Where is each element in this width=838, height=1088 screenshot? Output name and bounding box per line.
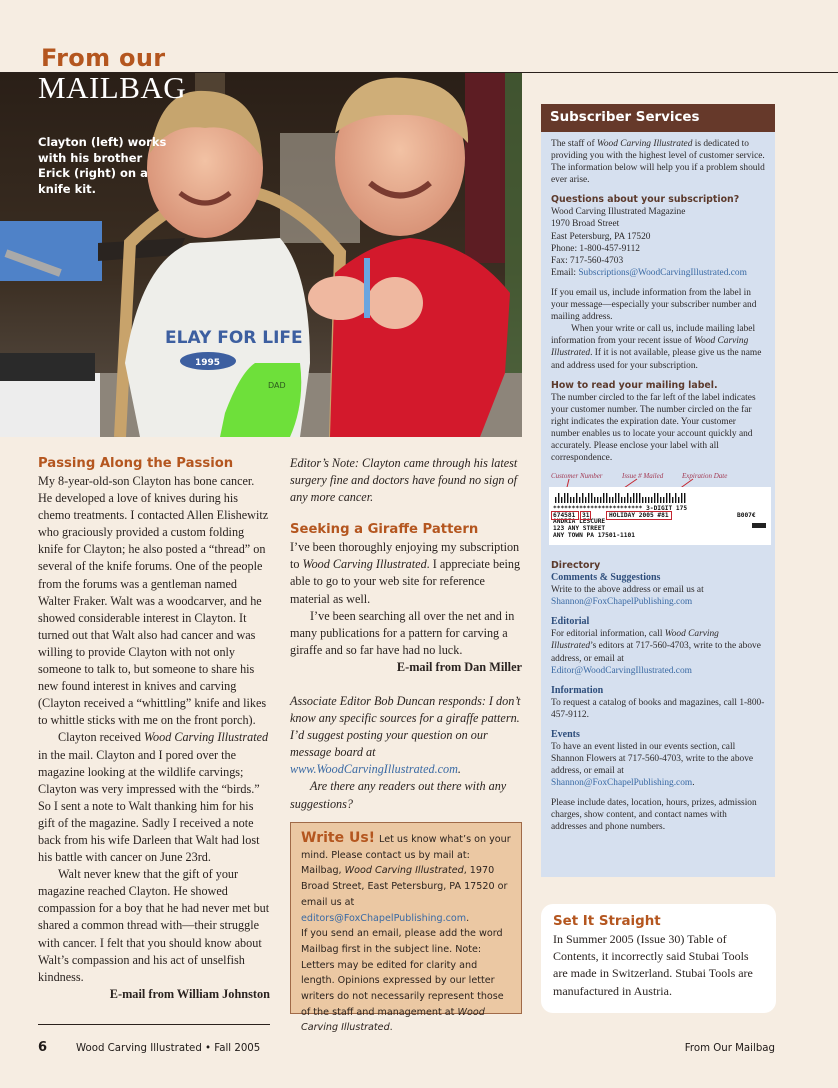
shirt-year: 1995 [195, 358, 221, 368]
highlight-expiration [606, 511, 672, 520]
signature: E-mail from Dan Miller [396, 659, 522, 674]
text-run: Clayton received [58, 730, 144, 745]
text-run: . I appreciate being able to go to your web site for reference material as well. [290, 557, 521, 606]
address-line: Wood Carving Illustrated Magazine [551, 207, 686, 218]
label-heading: How to read your mailing label. [551, 379, 718, 391]
text-run: . If it is not available, please give us the name and address used for your subscription. [551, 348, 762, 371]
directory-item-text: To request a catalog of books and magazines, call 1-800-457-9112. [551, 697, 765, 720]
fax-line: Fax: 717-560-4703 [551, 255, 624, 266]
barcode [555, 491, 715, 503]
mailing-label-illustration [547, 470, 769, 550]
label-code: B007€ [737, 512, 756, 520]
subscriber-services-heading: Subscriber Services [541, 104, 775, 132]
set-it-straight-text: In Summer 2005 (Issue 30) Table of Contents, it incorrectly said Stubai Tools are made in Switzerland. Stubai Tools are manufactured in Austria. [553, 932, 753, 998]
magazine-title: Wood Carving Illustrated [344, 865, 464, 877]
label-explanation: The number circled to the far left of the label indicates your customer number. The number circled on the far right indicates the expiration date. Your customer number enables us to locate your account quickly and accurately. Please enclose your label with all correspondence. [551, 392, 756, 464]
shirt-text: ELAY FOR LIFE [165, 328, 303, 348]
questions-heading: Questions about your subscription? [551, 194, 740, 206]
text-run: is dedicated to providing you with the highest level of customer service. The information below will help you if a problem should ever arise. [551, 139, 765, 186]
label-city: ANY TOWN PA 17501-1101 [553, 532, 635, 540]
directory-item-text: Write to the above address or email us at [551, 585, 704, 596]
events-closing-note: Please include dates, location, hours, prizes, admission charges, show content, and contact names with addresses and phone numbers. [551, 798, 757, 833]
subscriptions-email-link[interactable]: Subscriptions@WoodCarvingIllustrated.com [578, 267, 747, 278]
shannon-email-link[interactable]: Shannon@FoxChapelPublishing.com [551, 778, 693, 789]
write-us-heading: Write Us! [301, 830, 376, 846]
magazine-title: Wood Carving Illustrated [551, 629, 719, 652]
article-paragraph [290, 539, 522, 607]
label-street: 123 ANY STREET [553, 525, 606, 533]
text-run: Let us know what’s on your mind. Please contact us by mail at: Mailbag, [301, 834, 511, 877]
highlight-issue-number [580, 511, 591, 520]
shannon-email-link[interactable]: Shannon@FoxChapelPublishing.com [551, 597, 693, 608]
magazine-title: Wood Carving Illustrated [301, 1006, 485, 1034]
directory-item-text: ’s editors at 717-560-4703, write to the above address, or email at [551, 641, 761, 664]
set-it-straight-heading: Set It Straight [553, 914, 661, 929]
label-customer-number: 674581 [553, 512, 576, 520]
title-mailbag: MAILBAG [38, 70, 187, 105]
cast-text: DAD [268, 381, 286, 390]
photo-clayton-and-erick [0, 70, 522, 437]
subscriber-services-panel [541, 104, 775, 877]
article-paragraph [38, 729, 270, 866]
label-stars-line: ************************ 3-DIGIT 175 [553, 505, 688, 513]
caption-customer-number: Customer Number [551, 472, 603, 481]
write-us-box [290, 822, 522, 1034]
website-link[interactable]: www.WoodCarvingIllustrated.com [290, 762, 458, 777]
text-run: When your write or call us, include mailing label information from your recent issue of [551, 324, 756, 347]
article-passing-along-the-passion [38, 455, 270, 1003]
article-paragraph: I’ve been searching all over the net and in many publications for a pattern for carving a giraffe and so far have had no luck. [290, 608, 515, 657]
bg-red-door [465, 73, 505, 263]
directory-item-title: Comments & Suggestions [551, 572, 661, 584]
editors-note: Editor’s Note: Clayton came through his latest surgery fine and doctors have found no sign of any more cancer. [290, 456, 518, 505]
magazine-title: Wood Carving Illustrated [551, 336, 749, 359]
magazine-title: Wood Carving Illustrated [596, 139, 693, 149]
page-number: 6 [38, 1040, 48, 1055]
text-run: If you send an email, please add the word Mailbag first in the subject line. Note: Letters may be edited for clarity and length. Opinions expressed by our letter writers do not necessarily represent those of the staff and management at [301, 928, 504, 1018]
editor-response [290, 693, 522, 778]
highlight-customer-number [551, 511, 579, 520]
article-headline: Passing Along the Passion [38, 456, 234, 471]
text-run: I’ve been thoroughly enjoying my subscription to [290, 540, 520, 572]
photo-caption: Clayton (left) works with his brother Erick (right) on a knife kit. [38, 135, 167, 196]
text-run: , 1970 Broad Street, East Petersburg, PA 17520 or email us at [301, 865, 508, 908]
directory-item-title: Editorial [551, 616, 590, 628]
directory-item-text: For editorial information, call [551, 629, 665, 640]
column-rule [38, 1024, 270, 1025]
label-name: ANDRIA LESCURE [553, 518, 606, 526]
directory-comments [551, 572, 765, 608]
directory-item-text: To have an event listed in our events section, call Shannon Flowers at 717-560-4703, write to the above address, or email at [551, 741, 754, 777]
article-headline: Seeking a Giraffe Pattern [290, 522, 479, 538]
erick-shirt [330, 238, 510, 437]
editors-email-link[interactable]: editors@FoxChapelPublishing.com [301, 912, 467, 924]
article-seeking-giraffe [290, 455, 522, 813]
directory-editorial [551, 616, 765, 676]
email-line [551, 267, 765, 279]
directory-heading: Directory [551, 560, 601, 572]
text-run: in the mail. Clayton and I pored over the magazine looking at the wildlife carvings; Clayton was very impressed with the “birds.” So I sent a note to Walt thanking him for his gift of the magazine. Sadly I received a note back from his wife Darleen that Walt had lost his battle with cancer on June 23rd. [38, 747, 260, 865]
email-note: If you email us, include information from the label in your message—especially your subscriber number and mailing address. [551, 287, 757, 323]
phone-line: Phone: 1-800-457-9112 [551, 243, 640, 254]
directory-information [551, 685, 765, 721]
title-from-our: From our [41, 44, 166, 72]
directory-item-title: Information [551, 684, 604, 696]
text-run: . [466, 912, 470, 924]
set-it-straight-box [541, 904, 776, 1013]
text-run: Associate Editor Bob Duncan responds: I don’t know any specific sources for a giraffe pattern. I’d suggest posting your question on our message board at [290, 693, 521, 760]
caption-expiration-date: Expiration Date [682, 472, 728, 481]
photo-illustration [0, 70, 522, 437]
text-run: The staff of [551, 139, 597, 149]
email-label: Email: [551, 267, 579, 278]
editor-email-link[interactable]: Editor@WoodCarvingIllustrated.com [551, 665, 692, 676]
directory-events [551, 729, 765, 789]
directory-item-title: Events [551, 728, 580, 740]
text-run: . [692, 778, 695, 789]
label-expiration: HOLIDAY 2005 #81 [609, 512, 669, 520]
subs-intro [551, 138, 765, 186]
write-note [551, 323, 765, 371]
text-run: . [457, 762, 461, 777]
text-run: . [389, 1022, 393, 1034]
mailing-label [549, 487, 771, 545]
label-black-mark [752, 523, 766, 528]
section-name: From Our Mailbag [684, 1043, 775, 1054]
editor-response-question: Are there any readers out there with any suggestions? [290, 779, 507, 811]
signature: E-mail from William Johnston [109, 986, 270, 1001]
address-line: 1970 Broad Street [551, 219, 620, 230]
article-paragraph: Walt never knew that the gift of your magazine reached Clayton. He showed compassion for a boy that he had never met but shared a common thread with—their struggle with cancer. I felt that you should know about Walt’s compassion and his act of unselfish kindness. [38, 867, 270, 984]
magazine-title: Wood Carving Illustrated [143, 730, 269, 745]
article-paragraph: My 8-year-old-son Clayton has bone cancer. He developed a love of knives during his chemo treatments. I contacted Allen Elishewitz who graciously provided a custom folding knife for Clayton; he also posted a “thread” on several of the knife forums. One of the people from the forums was a gentleman named Walter Fraker. Walt was a woodcarver, and he showed considerable interest in Clayton. It turned out that Walt also had cancer and was willing to provide Clayton with not only someone to talk to, but someone to share his new found interest in knives and carving (Clayton received a “whittling” knife and likes to whittle sticks with me on the front porch). [38, 474, 269, 728]
caption-issue-mailed: Issue # Mailed [622, 472, 664, 481]
publication-info: Wood Carving Illustrated • Fall 2005 [76, 1043, 261, 1054]
magazine-title: Wood Carving Illustrated [302, 557, 427, 572]
address-line: East Petersburg, PA 17520 [551, 231, 651, 242]
label-issue-number: 31 [582, 512, 590, 520]
